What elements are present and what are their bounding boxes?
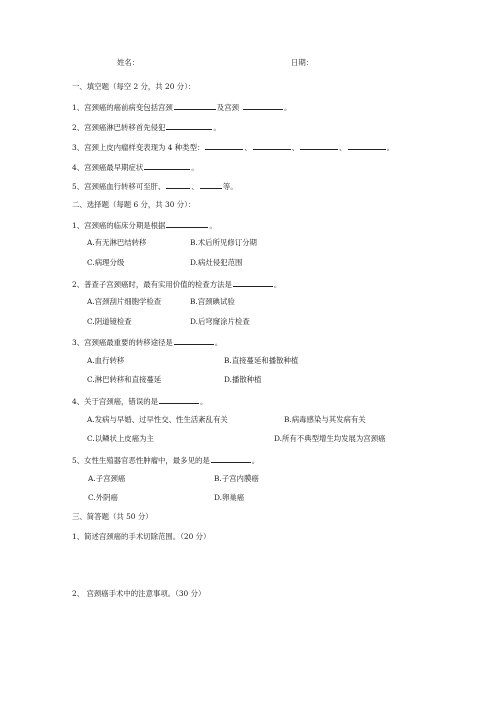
option-b[interactable]: B.直接蔓延和播散种植 [224,356,299,365]
option-c[interactable]: C.病理分级 [87,258,125,267]
answer-blank[interactable] [348,141,386,150]
fill-question-2 [72,121,221,133]
answer-blank[interactable] [211,454,251,463]
option-d[interactable]: D.所有不典型增生均发展为宫颈癌 [274,434,386,443]
option-b[interactable]: B.宫颈碘试验 [190,297,235,306]
fill-question-5 [72,180,238,192]
question-text: 3、宫颈癌最重要的转移途径是 [72,338,173,347]
answer-blank[interactable] [233,278,273,287]
question-text: 5、宫颈癌血行转移可至肝、 [72,182,166,191]
answer-blank[interactable] [166,180,190,189]
option-a[interactable]: A.宫颈刮片细胞学检查 [87,297,162,306]
question-text: 1、宫颈癌的临床分期是根据 [72,221,166,230]
option-c[interactable]: C.淋巴转移和直接蔓延 [87,375,162,384]
option-b[interactable]: B.术后所见修订分期 [190,238,257,247]
question-text: 。 [283,103,292,112]
question-text: 。 [209,221,217,230]
option-b[interactable]: B.子宫内膜癌 [214,474,259,483]
choice-question-4 [72,395,207,407]
option-a[interactable]: A.发病与早婚、过早性交、性生活紊乱有关 [87,415,228,424]
answer-blank[interactable] [159,395,199,404]
option-a[interactable]: A.血行转移 [87,356,125,365]
fill-question-4 [72,161,199,173]
answer-blank[interactable] [144,161,190,170]
choice-question-1 [72,219,217,231]
answer-blank[interactable] [174,101,216,110]
option-a[interactable]: A.有无淋巴结转移 [87,238,147,247]
answer-blank[interactable] [300,141,338,150]
question-text: 。 [386,143,394,152]
question-text: 5、女性生殖器官恶性肿瘤中，最多见的是 [72,456,210,465]
answer-blank[interactable] [253,141,291,150]
answer-blank[interactable] [166,121,212,130]
section-short-answer-title: 三、简答题（共 50 分） [72,512,153,521]
short-answer-question-1: 1、简述宫颈癌的手术切除范围。（20 分） [72,532,211,541]
option-d[interactable]: D.卵巢癌 [214,493,245,502]
answer-blank[interactable] [205,141,243,150]
section-fill-in-title: 一、填空题（每空 2 分，共 20 分）： [72,82,196,91]
answer-blank[interactable] [174,336,214,345]
option-c[interactable]: C.外阴癌 [88,493,118,502]
question-text: 。 [214,338,223,347]
question-text: 3、宫颈上皮内瘤样变表现为 4 种类型： [72,143,205,152]
fill-question-1 [72,101,291,113]
question-text: 。 [200,397,208,406]
question-text: 。 [251,456,260,465]
separator: 、 [339,143,347,152]
question-text: 1、宫颈癌的癌前病变包括宫颈 [72,103,173,112]
question-text: 4、宫颈癌最早期症状 [72,163,144,172]
question-text: 。 [213,123,221,132]
option-a[interactable]: A.子宫颈癌 [88,474,126,483]
answer-blank[interactable] [166,219,208,228]
option-c[interactable]: C.以鳞状上皮癌为主 [87,434,154,443]
date-label: 日期： [291,58,314,67]
question-text: 及宫颈 [216,103,239,112]
answer-blank[interactable] [200,180,222,189]
question-text: 。 [273,280,282,289]
option-d[interactable]: D.播散种植 [224,375,262,384]
separator: 、 [191,182,199,191]
name-label: 姓名： [117,58,140,67]
option-b[interactable]: B.病毒感染与其发病有关 [284,415,366,424]
option-d[interactable]: D.病灶侵犯范围 [190,258,243,267]
choice-question-3 [72,336,222,348]
separator: 、 [244,143,252,152]
option-c[interactable]: C.阴道镜检查 [87,317,132,326]
question-text: 。 [191,163,199,172]
question-text: 2、普查子宫颈癌时，最有实用价值的检查方法是 [72,280,232,289]
fill-question-3 [72,141,394,153]
question-text: 4、关于宫颈癌，错误的是 [72,397,159,406]
choice-question-5 [72,454,259,466]
section-choice-title: 二、选择题（每题 6 分，共 30 分）： [72,200,196,209]
option-d[interactable]: D.后穹窿涂片检查 [190,317,250,326]
answer-blank[interactable] [243,101,283,110]
choice-question-2 [72,278,281,290]
separator: 、 [291,143,300,152]
question-text: 等。 [222,182,238,191]
question-text: 2、宫颈癌淋巴转移首先侵犯 [72,123,166,132]
short-answer-question-2: 2、 宫颈癌手术中的注意事项。（30 分） [72,589,206,598]
